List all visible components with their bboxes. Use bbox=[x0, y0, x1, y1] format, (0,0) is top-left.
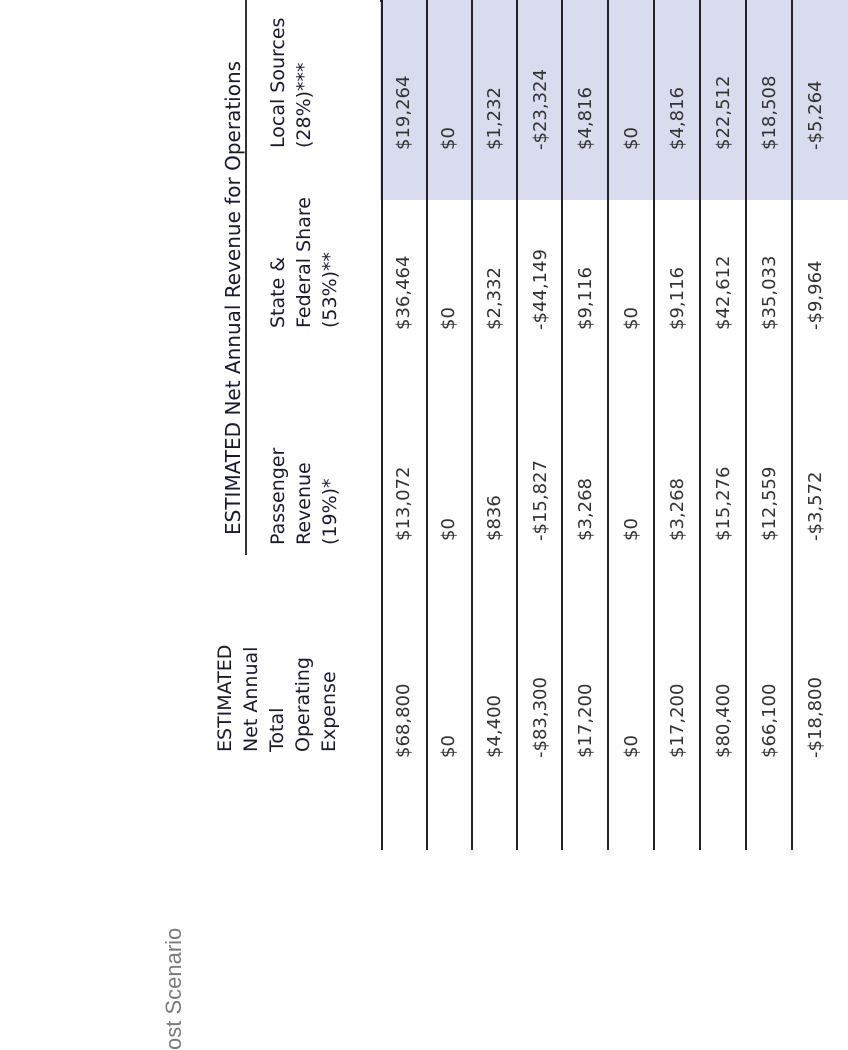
cell-value: $12,559 bbox=[759, 466, 780, 541]
row-rule bbox=[426, 0, 428, 850]
cell-value: $2,332 bbox=[484, 267, 505, 330]
header-body-divider bbox=[380, 0, 382, 2]
header-expense: ESTIMATED Net Annual Total Operating Expense bbox=[214, 644, 340, 752]
cell-value: $836 bbox=[484, 495, 505, 541]
cell-value: $19,264 bbox=[393, 75, 414, 150]
cell-value: $3,268 bbox=[667, 478, 688, 541]
cell-value: -$44,149 bbox=[530, 249, 551, 330]
header-state-federal-share: State & Federal Share (53%)** bbox=[267, 197, 341, 328]
cell-value: $15,276 bbox=[713, 466, 734, 541]
cost-table bbox=[214, 0, 848, 850]
row-rule bbox=[471, 0, 473, 850]
header-local-sources: Local Sources (28%)*** bbox=[267, 17, 315, 148]
scenario-title: ost Scenario bbox=[161, 927, 186, 1050]
cell-value: $0 bbox=[438, 307, 459, 330]
cell-value: -$3,572 bbox=[805, 471, 826, 541]
cell-value: -$15,827 bbox=[530, 460, 551, 541]
cell-value: $18,508 bbox=[759, 75, 780, 150]
cell-value: $0 bbox=[621, 127, 642, 150]
row-rule bbox=[699, 0, 701, 850]
row-rule bbox=[381, 0, 383, 850]
cell-value: $0 bbox=[621, 518, 642, 541]
cell-value: $1,232 bbox=[484, 87, 505, 150]
cell-value: $80,400 bbox=[713, 683, 734, 758]
revenue-group-divider bbox=[245, 0, 247, 555]
row-rule bbox=[516, 0, 518, 850]
cell-value: $9,116 bbox=[575, 267, 596, 330]
cell-value: $9,116 bbox=[667, 267, 688, 330]
cell-value: -$23,324 bbox=[530, 69, 551, 150]
cell-value: $0 bbox=[438, 127, 459, 150]
cell-value: -$5,264 bbox=[805, 80, 826, 150]
cell-value: $4,400 bbox=[484, 695, 505, 758]
row-rule bbox=[653, 0, 655, 850]
cell-value: $35,033 bbox=[759, 255, 780, 330]
row-rule bbox=[745, 0, 747, 850]
cell-value: $0 bbox=[621, 735, 642, 758]
cell-value: $42,612 bbox=[713, 255, 734, 330]
cell-value: $0 bbox=[621, 307, 642, 330]
cell-value: $4,816 bbox=[575, 87, 596, 150]
cell-value: $4,816 bbox=[667, 87, 688, 150]
cell-value: $17,200 bbox=[667, 683, 688, 758]
cell-value: $0 bbox=[438, 518, 459, 541]
cell-value: $0 bbox=[438, 735, 459, 758]
row-rule bbox=[607, 0, 609, 850]
cell-value: -$9,964 bbox=[805, 260, 826, 330]
header-passenger-revenue: Passenger Revenue (19%)* bbox=[267, 447, 341, 545]
row-rule bbox=[791, 0, 793, 850]
cell-value: $36,464 bbox=[393, 255, 414, 330]
header-revenue-group: ESTIMATED Net Annual Revenue for Operations bbox=[221, 60, 245, 535]
cell-value: $17,200 bbox=[575, 683, 596, 758]
cell-value: $66,100 bbox=[759, 683, 780, 758]
cell-value: -$83,300 bbox=[530, 677, 551, 758]
cell-value: -$18,800 bbox=[805, 677, 826, 758]
cell-value: $68,800 bbox=[393, 683, 414, 758]
cell-value: $13,072 bbox=[393, 466, 414, 541]
row-rule bbox=[561, 0, 563, 850]
cell-value: $22,512 bbox=[713, 75, 734, 150]
cell-value: $3,268 bbox=[575, 478, 596, 541]
